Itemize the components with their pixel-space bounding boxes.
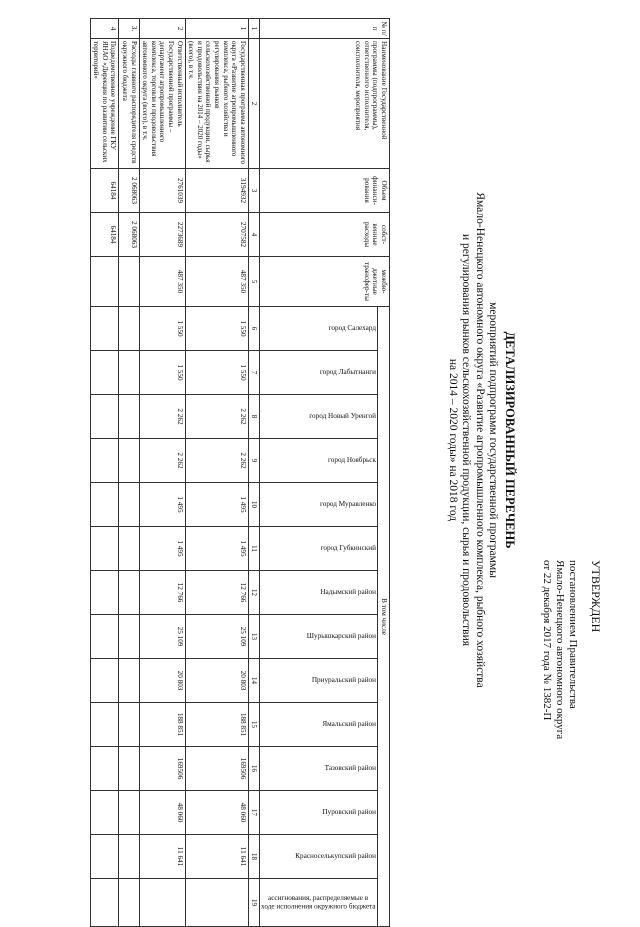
row-value [90,351,119,395]
col-number: 15 [248,703,260,747]
header-row [378,19,390,927]
row-value: 1 495 [139,483,185,527]
row-value [90,747,119,791]
col-number: 1 [248,19,260,39]
row-value [119,703,139,747]
row-value [119,615,139,659]
header-own: собст-венные расходы [260,213,390,257]
row-value: 48 060 [185,791,248,835]
row-value [90,835,119,879]
header-col: Пуровский район [260,791,378,835]
approval-line: Ямало-Ненецкого автономного округа [554,560,566,740]
row-name: Расходы главного распорядителя средств окружного бюджета [119,39,139,169]
table-row [185,19,248,927]
col-number: 3 [248,169,260,213]
row-name: Подведомственное учреждение ГКУ ЯНАО «Дирекция по развитию сельских территорий» [90,39,119,169]
row-value [119,791,139,835]
heading-line: и регулирования рынков сельскохозяйственной продукции, сырья и продовольствия [460,233,473,647]
col-number: 5 [248,257,260,307]
row-num: 1 [185,19,248,39]
col-number: 14 [248,659,260,703]
header-col: город Новый Уренгой [260,395,378,439]
heading-line: Ямало-Ненецкого автономного округа «Развитие агропромышленного комплекса, рыбного хозяйства [474,192,486,688]
header-col: город Лабытнанги [260,351,378,395]
header-col: город Салехард [260,307,378,351]
row-value [119,571,139,615]
row-value: 64184 [90,169,119,213]
header-col: Приуральский район [260,659,378,703]
row-value [139,879,185,927]
row-value: 487 350 [139,257,185,307]
header-col: ассигнования, распределяемые в ходе исполнения окружного бюджета [260,879,378,927]
row-value [90,879,119,927]
row-value [119,835,139,879]
row-value: 2 262 [185,395,248,439]
approval-block [540,560,602,880]
header-col: Красноселькупский район [260,835,378,879]
header-col: Тазовский район [260,747,378,791]
row-value [90,307,119,351]
row-value [90,791,119,835]
row-value: 1 495 [185,527,248,571]
row-value: 2707582 [185,213,248,257]
row-value [119,439,139,483]
row-value [90,615,119,659]
row-value [90,703,119,747]
row-value [119,747,139,791]
row-value: 2 262 [139,395,185,439]
header-incl: В том числе [378,307,390,927]
col-number: 11 [248,527,260,571]
row-value: 188 851 [185,703,248,747]
row-value: 20 803 [185,659,248,703]
row-value: 1 550 [139,351,185,395]
row-value: 1 550 [185,307,248,351]
approval-line: от 22 декабря 2017 года № 1382-П [541,560,553,721]
row-value [119,659,139,703]
row-value: 20 803 [139,659,185,703]
header-col: город Муравленко [260,483,378,527]
row-value: 2 262 [185,439,248,483]
table-row [119,19,139,927]
header-num: № п/п [260,19,390,39]
row-value: 188 851 [139,703,185,747]
col-number: 19 [248,879,260,927]
row-value [90,659,119,703]
row-value: 1 495 [185,483,248,527]
approval-line: постановлением Правительства [567,560,579,709]
row-value: 169506 [139,747,185,791]
header-col: Ямальский район [260,703,378,747]
row-value: 25 109 [185,615,248,659]
table-row [139,19,185,927]
table-row [90,19,119,927]
row-value [90,483,119,527]
col-number: 13 [248,615,260,659]
approval-title: УТВЕРЖДЕН [589,560,603,633]
row-value: 3194932 [185,169,248,213]
col-number: 4 [248,213,260,257]
col-number: 12 [248,571,260,615]
row-value [90,439,119,483]
row-value [119,257,139,307]
row-value: 25 109 [139,615,185,659]
header-name: Наименование Государственной программы (подпрограммы), ответственного исполнителя, соисполнителя, мероприятия [260,39,390,169]
row-value [90,395,119,439]
row-value [119,395,139,439]
row-name: Ответственный исполнитель Государственной программы – департамент агропромышленного комплекса, торговли и продовольствия автономного округа (всего), в т.ч. [139,39,185,169]
row-value: 2 068063 [119,169,139,213]
row-num: 2 [139,19,185,39]
header-col: город Губкинский [260,527,378,571]
row-value: 11 641 [139,835,185,879]
row-value: 1 550 [139,307,185,351]
col-number: 2 [248,39,260,169]
row-value: 2 068063 [119,213,139,257]
header-col: город Ноябрьск [260,439,378,483]
row-num: 4 [90,19,119,39]
col-number: 9 [248,439,260,483]
details-table [90,18,390,927]
row-value: 2761039 [139,169,185,213]
col-number: 17 [248,791,260,835]
col-number: 16 [248,747,260,791]
header-transfers: межбю-джетные трансфер-ты [260,257,390,307]
row-value: 487 350 [185,257,248,307]
heading-line: на 2014 – 2020 годы» на 2018 год [447,358,459,522]
row-value [90,527,119,571]
document-title: ДЕТАЛИЗИРОВАННЫЙ ПЕРЕЧЕНЬ [503,331,517,549]
row-value [185,879,248,927]
table-body [90,19,248,927]
col-number: 6 [248,307,260,351]
header-col: Шурышкарский район [260,615,378,659]
heading-line: мероприятий подпрограмм государственной программы [487,302,500,578]
header-volume: Объем финанси-рования [260,169,390,213]
row-value: 11 641 [185,835,248,879]
row-num: 3. [119,19,139,39]
row-name: Государственная программа автономного округа «Развитие агропромышленного комплекса, рыбного хозяйства и регулирования рынков сельскохозяйственной продукции, сырья и продовольствия на 2014 – 2020 годы» (всего), в т.ч. [185,39,248,169]
col-number: 18 [248,835,260,879]
row-value: 169506 [185,747,248,791]
row-value: 2 262 [139,439,185,483]
col-number: 10 [248,483,260,527]
row-value: 12 766 [185,571,248,615]
row-value: 2273689 [139,213,185,257]
row-value [90,257,119,307]
row-value: 12 766 [139,571,185,615]
col-number: 7 [248,351,260,395]
row-value: 64184 [90,213,119,257]
column-number-row [248,19,260,927]
row-value [119,307,139,351]
row-value [119,527,139,571]
row-value [90,571,119,615]
row-value: 1 495 [139,527,185,571]
row-value: 1 550 [185,351,248,395]
header-col: Надымский район [260,571,378,615]
col-number: 8 [248,395,260,439]
row-value [119,483,139,527]
document-heading [446,120,517,760]
row-value: 48 060 [139,791,185,835]
row-value [119,351,139,395]
row-value [119,879,139,927]
